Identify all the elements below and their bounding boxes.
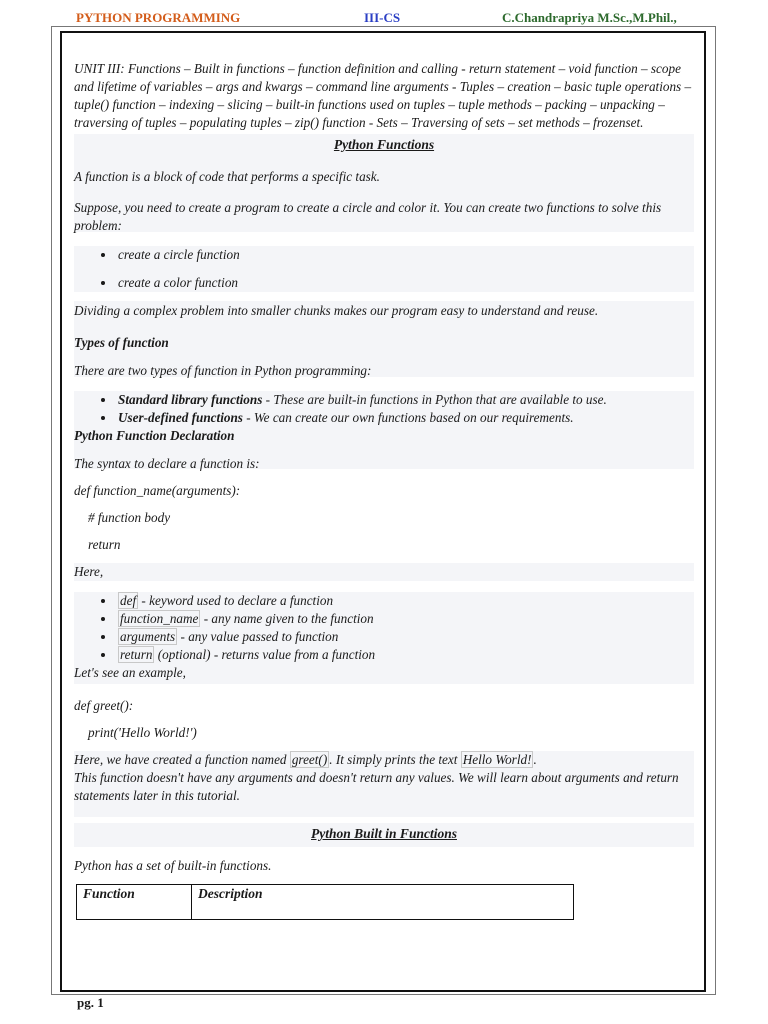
page-number: pg. 1 — [77, 995, 104, 1010]
types-block — [74, 301, 694, 377]
table-row — [77, 885, 574, 920]
explanation-detail: This function doesn't have any arguments and doesn't return any values. We will learn about arguments and return statements later in this tutorial. — [74, 770, 679, 803]
explanation-line: Here, we have created a function named greet() . It simply prints the text Hello World! . — [74, 752, 537, 767]
code-line: def greet(): — [74, 698, 134, 713]
unit-intro: UNIT III: Functions – Built in functions – function definition and calling - return statement – void function – scope and lifetime of variables – args and kwargs – command line arguments - Tuples – creation – basic tuple operations – tuple() function – indexing – slicing – built-in functions used on tuples – tuple methods – packing – unpacking – traversing of tuples – populating tuples – zip() function - Sets – Traversing of sets – set methods – frozenset. — [74, 61, 692, 130]
types-heading: Types of function — [74, 335, 169, 350]
function-bullets — [74, 246, 694, 292]
here-label: Here, — [74, 563, 694, 581]
functions-block — [74, 134, 694, 232]
types-intro: There are two types of function in Python programming: — [74, 363, 372, 378]
list-item: • return (optional) - returns value from a function — [116, 646, 694, 664]
list-item: • User-defined functions - We can create our own functions based on our requirements. — [116, 409, 694, 427]
table-header-description: Description — [192, 885, 574, 920]
list-item: • Standard library functions - These are built-in functions in Python that are available to use. — [116, 391, 694, 409]
syntax-intro: The syntax to declare a function is: — [74, 456, 260, 471]
dividing-paragraph: Dividing a complex problem into smaller chunks makes our program easy to understand and reuse. — [74, 303, 599, 318]
keywords-block — [74, 592, 694, 684]
declaration-block — [74, 391, 694, 469]
document-body — [74, 60, 694, 920]
page-header — [0, 8, 768, 28]
keywords-list — [74, 592, 694, 664]
declaration-heading: Python Function Declaration — [74, 428, 235, 443]
function-definition: A function is a block of code that performs a specific task. — [74, 169, 380, 184]
code-line: print('Hello World!') — [88, 725, 197, 740]
explanation-block — [74, 751, 694, 817]
list-item: • arguments - any value passed to function — [116, 628, 694, 646]
builtins-intro: Python has a set of built-in functions. — [74, 858, 272, 873]
code-line: def function_name(arguments): — [74, 483, 241, 498]
header-course: PYTHON PROGRAMMING — [76, 10, 241, 25]
list-item: • function_name - any name given to the function — [116, 610, 694, 628]
builtins-table — [76, 884, 574, 920]
header-author: C.Chandrapriya M.Sc.,M.Phil., — [502, 10, 677, 25]
list-item: • create a circle function — [116, 246, 694, 264]
code-line: # function body — [88, 510, 171, 525]
code-line: return — [88, 537, 121, 552]
table-header-function: Function — [77, 885, 192, 920]
function-example-intro: Suppose, you need to create a program to create a circle and color it. You can create two functions to solve this problem: — [74, 200, 662, 233]
types-list — [74, 391, 694, 427]
list-item: • def - keyword used to declare a function — [116, 592, 694, 610]
section-title-builtins: Python Built in Functions — [74, 823, 694, 847]
list-item: • create a color function — [116, 274, 694, 292]
header-class: III-CS — [364, 10, 401, 25]
example-intro: Let's see an example, — [74, 665, 186, 680]
section-title-functions: Python Functions — [333, 137, 435, 152]
